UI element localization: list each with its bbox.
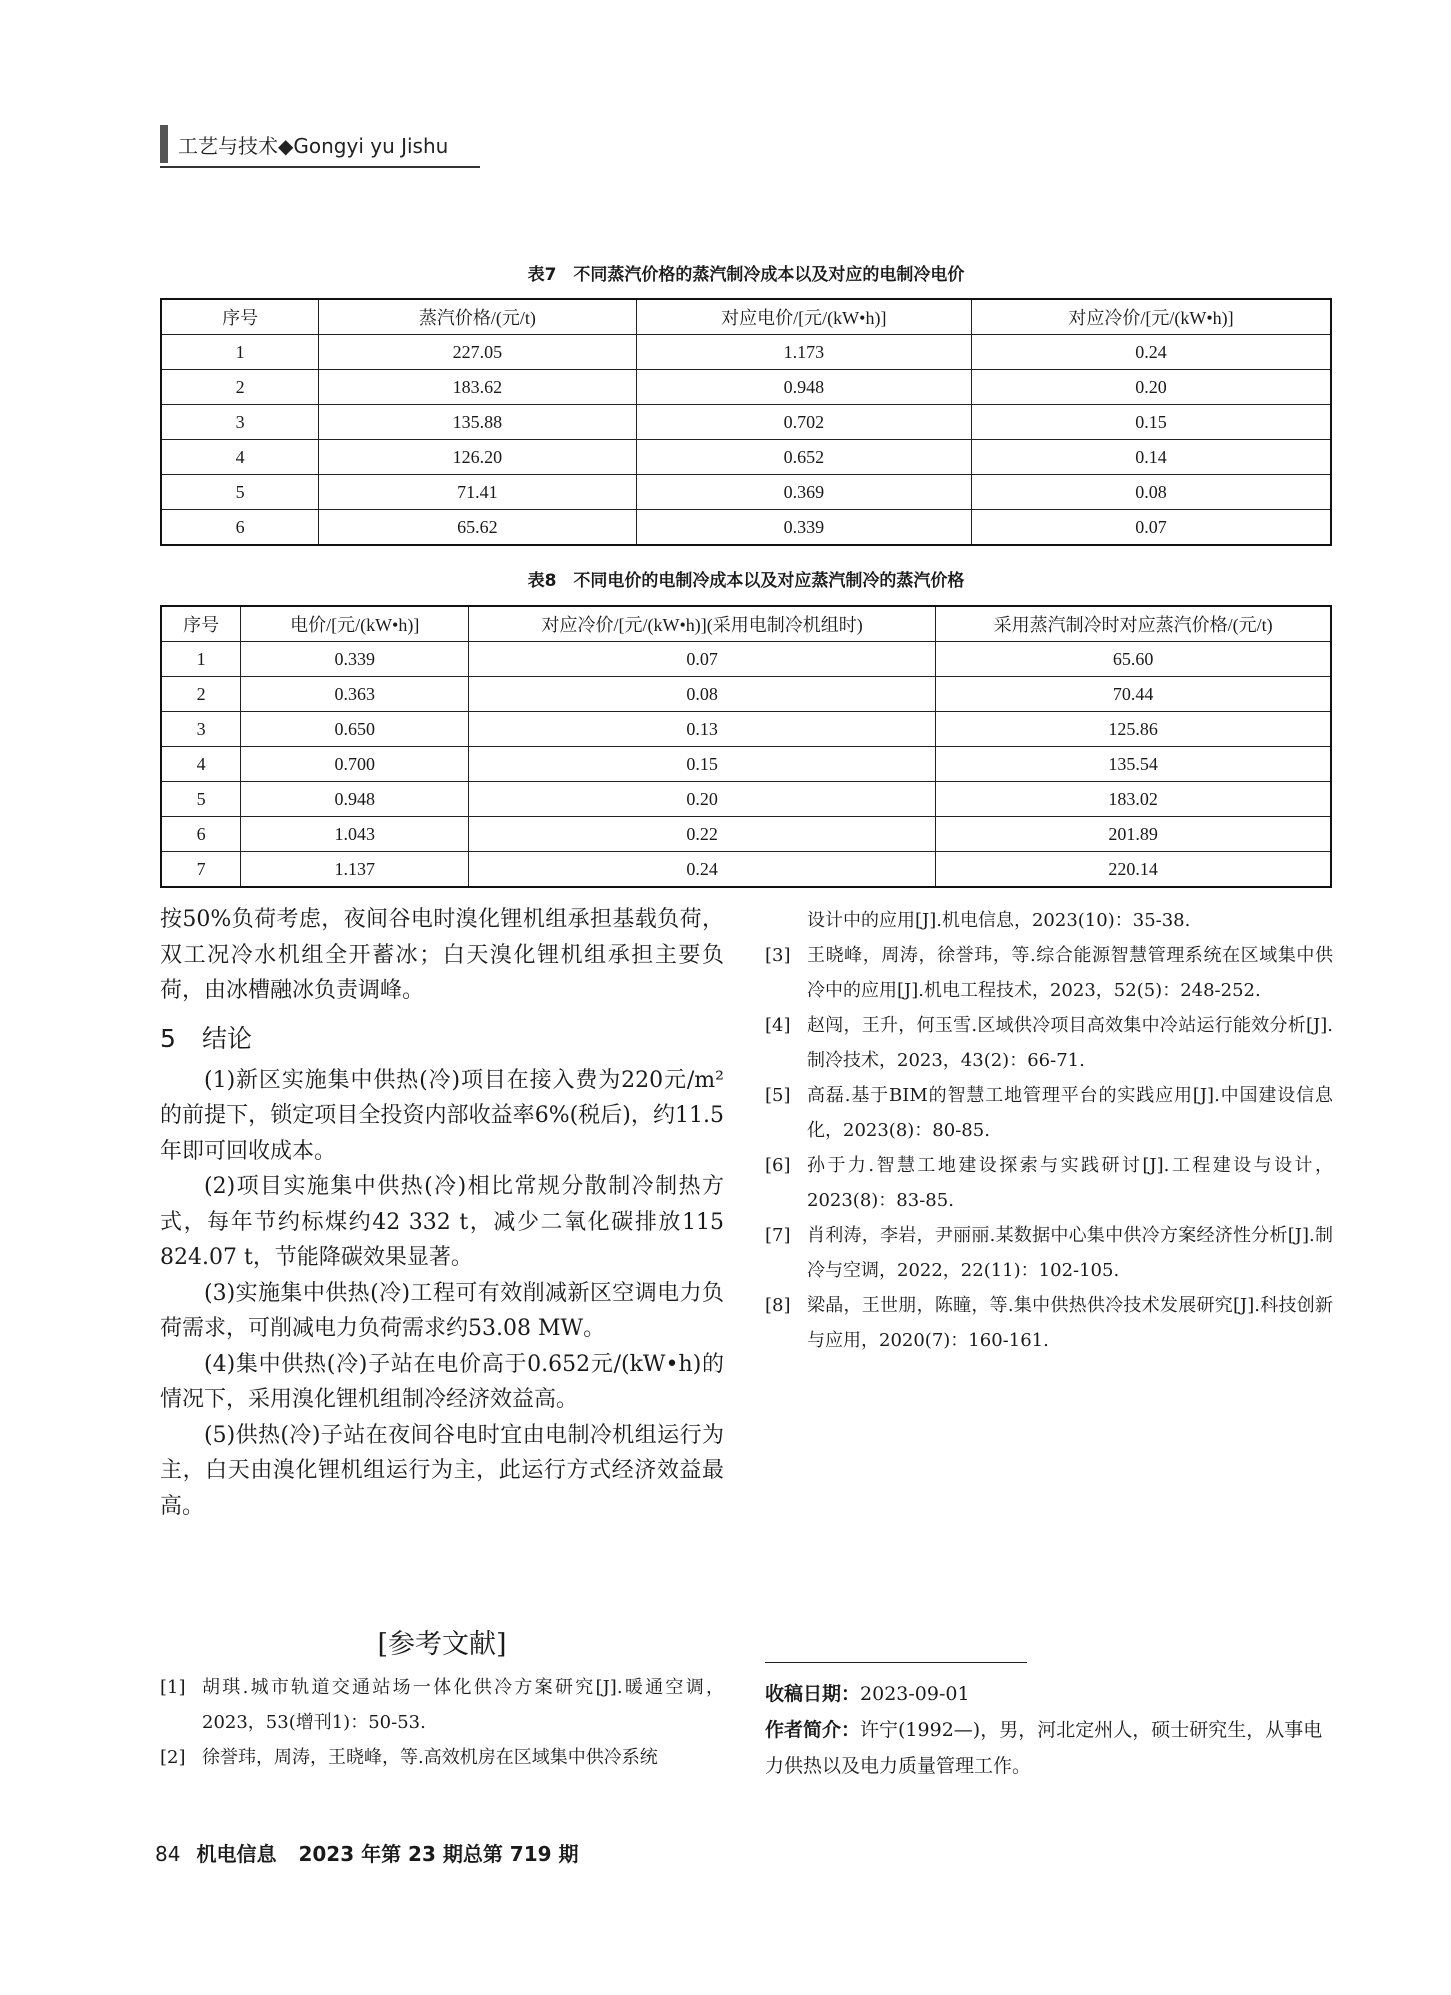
- table-row: [161, 817, 1331, 852]
- table-cell: 1.137: [241, 852, 469, 888]
- table-cell: 0.363: [241, 677, 469, 712]
- section-title: 结论: [202, 1023, 253, 1053]
- conclusion-item: (2)项目实施集中供热(冷)相比常规分散制冷制热方式，每年节约标煤约42 332 t，减少二氧化碳排放115 824.07 t，节能降碳效果显著。: [160, 1174, 724, 1270]
- table-cell: 0.948: [636, 370, 971, 405]
- table-cell: 0.702: [636, 405, 971, 440]
- table-cell: 0.15: [972, 405, 1331, 440]
- table7-header-cell: 序号: [161, 299, 319, 335]
- table-cell: 6: [161, 510, 319, 546]
- table8-caption: 表8 不同电价的电制冷成本以及对应蒸汽制冷的蒸汽价格: [527, 571, 965, 591]
- section-heading: [160, 1019, 724, 1055]
- reference-text: 王晓峰，周涛，徐誉玮，等.综合能源智慧管理系统在区域集中供冷中的应用[J].机电工程技术，2023，52(5)：248-252.: [807, 945, 1333, 1001]
- table-cell: 0.08: [972, 475, 1331, 510]
- reference-text: 肖利涛，李岩，尹丽丽.某数据中心集中供冷方案经济性分析[J].制冷与空调，2022，22(11)：102-105.: [807, 1225, 1333, 1281]
- references-left: [160, 1670, 724, 1775]
- table-cell: 0.948: [241, 782, 469, 817]
- table-cell: 0.22: [469, 817, 936, 852]
- table-cell: 183.62: [319, 370, 636, 405]
- table-row: [161, 440, 1331, 475]
- table-row: [161, 510, 1331, 546]
- author-bio: [765, 1712, 1333, 1784]
- table-cell: 5: [161, 782, 241, 817]
- running-header: [160, 122, 448, 166]
- author-value: 许宁(1992—)，男，河北定州人，硕士研究生，从事电力供热以及电力质量管理工作。: [765, 1719, 1323, 1777]
- table-cell: 4: [161, 440, 319, 475]
- journal-name: 机电信息: [196, 1842, 277, 1866]
- table-cell: 183.02: [936, 782, 1331, 817]
- table8-header-cell: 对应冷价/[元/(kW•h)](采用电制冷机组时): [469, 606, 936, 642]
- table-cell: 0.14: [972, 440, 1331, 475]
- references-right: [765, 903, 1333, 1358]
- table-cell: 1.173: [636, 335, 971, 370]
- table-row: [161, 475, 1331, 510]
- table-row: [161, 852, 1331, 888]
- reference-text: 高磊.基于BIM的智慧工地管理平台的实践应用[J].中国建设信息化，2023(8)：80-85.: [807, 1085, 1333, 1141]
- reference-text: 徐誉玮，周涛，王晓峰，等.高效机房在区域集中供冷系统: [202, 1747, 658, 1768]
- table-row: [161, 335, 1331, 370]
- table-cell: 201.89: [936, 817, 1331, 852]
- reference-text: 赵闯，王升，何玉雪.区域供冷项目高效集中冷站运行能效分析[J].制冷技术，2023，43(2)：66-71.: [807, 1015, 1333, 1071]
- table-cell: 0.339: [241, 642, 469, 677]
- table-cell: 0.08: [469, 677, 936, 712]
- intro-paragraph: 按50%负荷考虑，夜间谷电时溴化锂机组承担基载负荷，双工况冷水机组全开蓄冰；白天溴化锂机组承担主要负荷，由冰槽融冰负责调峰。: [160, 907, 724, 1003]
- table7-header-cell: 对应冷价/[元/(kW•h)]: [972, 299, 1331, 335]
- table-row: [161, 712, 1331, 747]
- reference-text: 设计中的应用[J].机电信息，2023(10)：35-38.: [807, 910, 1191, 931]
- table-cell: 0.20: [972, 370, 1331, 405]
- table-cell: 135.54: [936, 747, 1331, 782]
- reference-number: [8]: [765, 1295, 791, 1316]
- table7-header-cell: 蒸汽价格/(元/t): [319, 299, 636, 335]
- table-cell: 3: [161, 712, 241, 747]
- section-number: 5: [160, 1023, 176, 1053]
- table-cell: 7: [161, 852, 241, 888]
- table-cell: 3: [161, 405, 319, 440]
- table-row: [161, 642, 1331, 677]
- table-cell: 0.652: [636, 440, 971, 475]
- table-cell: 65.62: [319, 510, 636, 546]
- reference-number: [3]: [765, 945, 791, 966]
- table8: [160, 605, 1332, 888]
- table-cell: 65.60: [936, 642, 1331, 677]
- table-cell: 2: [161, 370, 319, 405]
- reference-item: [160, 1740, 724, 1775]
- table-cell: 126.20: [319, 440, 636, 475]
- page-footer: [155, 1838, 579, 1867]
- conclusion-item: (3)实施集中供热(冷)工程可有效削减新区空调电力负荷需求，可削减电力负荷需求约53.08 MW。: [160, 1280, 724, 1341]
- table-cell: 0.24: [469, 852, 936, 888]
- conclusion-item: (1)新区实施集中供热(冷)项目在接入费为220元/m²的前提下，锁定项目全投资内部收益率6%(税后)，约11.5年即可回收成本。: [160, 1067, 724, 1164]
- table-cell: 5: [161, 475, 319, 510]
- table-cell: 1: [161, 335, 319, 370]
- table7: [160, 298, 1332, 546]
- reference-item: [765, 1288, 1333, 1358]
- table-row: [161, 405, 1331, 440]
- reference-number: [5]: [765, 1085, 791, 1106]
- header-text: 工艺与技术◆Gongyi yu Jishu: [178, 133, 449, 158]
- references-title: [参考文献]: [377, 1629, 507, 1660]
- table-cell: 0.24: [972, 335, 1331, 370]
- table-row: [161, 677, 1331, 712]
- table-cell: 2: [161, 677, 241, 712]
- table-cell: 0.20: [469, 782, 936, 817]
- table-cell: 220.14: [936, 852, 1331, 888]
- table-cell: 0.339: [636, 510, 971, 546]
- table-row: [161, 370, 1331, 405]
- reference-number: [4]: [765, 1015, 791, 1036]
- table7-caption: 表7 不同蒸汽价格的蒸汽制冷成本以及对应的电制冷电价: [527, 265, 965, 285]
- table-row: [161, 782, 1331, 817]
- reference-item: [765, 938, 1333, 1008]
- reference-number: [6]: [765, 1155, 791, 1176]
- received-label: 收稿日期：: [765, 1683, 861, 1705]
- reference-text: 孙于力.智慧工地建设探索与实践研讨[J].工程建设与设计，2023(8)：83-85.: [807, 1155, 1333, 1211]
- reference-item: [765, 1078, 1333, 1148]
- left-column: [160, 902, 724, 1524]
- table-cell: 0.700: [241, 747, 469, 782]
- reference-number: [1]: [160, 1677, 186, 1698]
- table-cell: 4: [161, 747, 241, 782]
- table-cell: 70.44: [936, 677, 1331, 712]
- reference-number: [2]: [160, 1747, 186, 1768]
- reference-number: [7]: [765, 1225, 791, 1246]
- table-cell: 0.07: [469, 642, 936, 677]
- table8-header-cell: 采用蒸汽制冷时对应蒸汽价格/(元/t): [936, 606, 1331, 642]
- footnote-rule: [765, 1662, 1027, 1663]
- table-cell: 125.86: [936, 712, 1331, 747]
- reference-text: 梁晶，王世朋，陈瞳，等.集中供热供冷技术发展研究[J].科技创新与应用，2020(7)：160-161.: [807, 1295, 1333, 1351]
- conclusion-item: (5)供热(冷)子站在夜间谷电时宜由电制冷机组运行为主，白天由溴化锂机组运行为主，此运行方式经济效益最高。: [160, 1422, 724, 1519]
- table-cell: 0.07: [972, 510, 1331, 546]
- issue-info: 2023 年第 23 期总第 719 期: [298, 1842, 579, 1866]
- header-rule: [160, 166, 480, 168]
- received-date: [765, 1676, 1333, 1712]
- table-cell: 0.369: [636, 475, 971, 510]
- table7-header-row: [161, 299, 1331, 335]
- table-cell: 1.043: [241, 817, 469, 852]
- table8-header-cell: 电价/[元/(kW•h)]: [241, 606, 469, 642]
- table-cell: 227.05: [319, 335, 636, 370]
- table-cell: 0.13: [469, 712, 936, 747]
- reference-item: [160, 1670, 724, 1740]
- table-cell: 0.650: [241, 712, 469, 747]
- reference-item: [765, 1148, 1333, 1218]
- table-cell: 71.41: [319, 475, 636, 510]
- reference-item-continued: [765, 903, 1333, 938]
- reference-item: [765, 1008, 1333, 1078]
- table-cell: 135.88: [319, 405, 636, 440]
- received-value: 2023-09-01: [860, 1683, 970, 1705]
- reference-item: [765, 1218, 1333, 1288]
- table-cell: 1: [161, 642, 241, 677]
- table8-header-cell: 序号: [161, 606, 241, 642]
- author-label: 作者简介：: [765, 1719, 861, 1741]
- reference-text: 胡琪.城市轨道交通站场一体化供冷方案研究[J].暖通空调，2023，53(增刊1)：50-53.: [202, 1677, 724, 1733]
- table7-header-cell: 对应电价/[元/(kW•h)]: [636, 299, 971, 335]
- table-cell: 6: [161, 817, 241, 852]
- page-number: 84: [155, 1842, 181, 1866]
- table-row: [161, 747, 1331, 782]
- conclusion-item: (4)集中供热(冷)子站在电价高于0.652元/(kW•h)的情况下，采用溴化锂机组制冷经济效益高。: [160, 1351, 724, 1412]
- table-cell: 0.15: [469, 747, 936, 782]
- header-bar: [160, 125, 168, 163]
- table8-header-row: [161, 606, 1331, 642]
